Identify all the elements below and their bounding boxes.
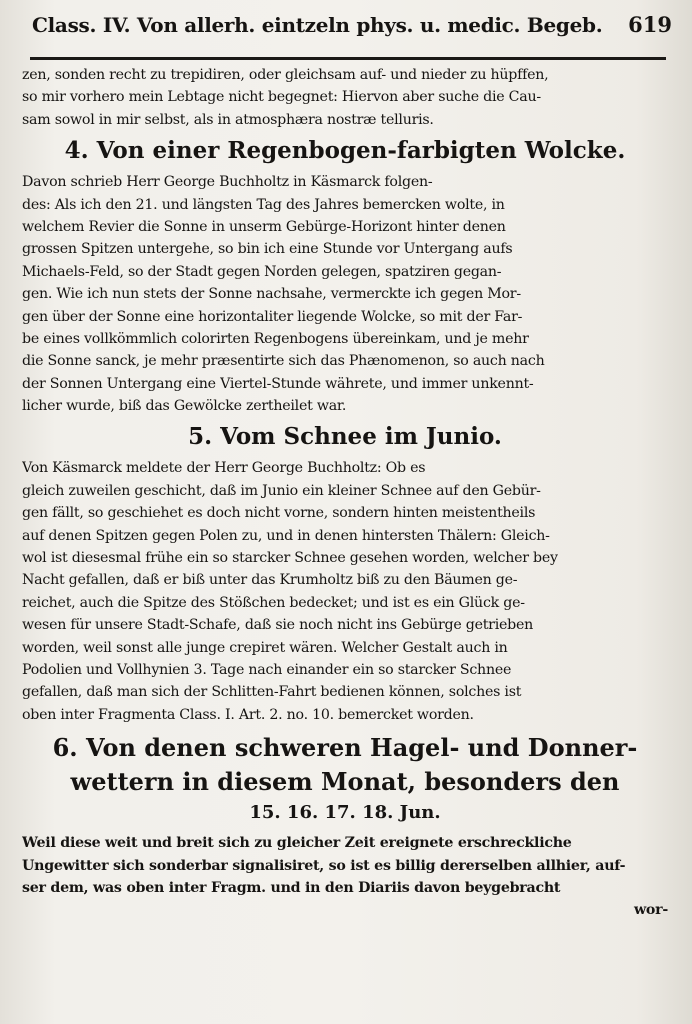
text-line: zen, sonden recht zu trepidiren, oder gleichsam auf- und nieder zu hüpffen, bbox=[22, 67, 549, 83]
text-line: worden, weil sonst alle junge crepiret wären. Welcher Gestalt auch in bbox=[22, 639, 508, 656]
header-rule bbox=[30, 57, 666, 60]
section-4-paragraph bbox=[22, 171, 668, 417]
section-heading-6-line2: wettern in diesem Monat, besonders den bbox=[70, 767, 620, 797]
text-line: gefallen, daß man sich der Schlitten-Fahrt bedienen können, solches ist bbox=[22, 684, 522, 701]
text-line: gleich zuweilen geschicht, daß im Junio ein kleiner Schnee auf den Gebür- bbox=[22, 482, 541, 499]
page-body bbox=[22, 64, 668, 922]
text-line: Von Käsmarck meldete der Herr George Buchholtz: Ob es bbox=[22, 460, 426, 477]
section-heading-6-line1: 6. Von denen schweren Hagel- und Donner- bbox=[52, 733, 638, 763]
text-line: auf denen Spitzen gegen Polen zu, und in denen hintersten Thälern: Gleich- bbox=[22, 527, 550, 544]
text-line: gen fällt, so geschiehet es doch nicht vorne, sondern hinten meistentheils bbox=[22, 505, 536, 522]
section-heading-4: 4. Von einer Regenbogen-farbigten Wolcke. bbox=[64, 137, 626, 165]
text-line: welchem Revier die Sonne in unserm Gebürge-Horizont hinter denen bbox=[22, 218, 506, 235]
section-5-paragraph bbox=[22, 457, 668, 726]
text-line: Weil diese weit und breit sich zu gleicher Zeit ereignete erschreckliche bbox=[22, 835, 572, 852]
text-line: Ungewitter sich sonderbar signalisiret, so ist es billig dererselben allhier, auf- bbox=[22, 857, 626, 874]
text-line: Podolien und Vollhynien 3. Tage nach einander ein so starcker Schnee bbox=[22, 661, 512, 678]
section-heading-6-dates: 15. 16. 17. 18. Jun. bbox=[249, 802, 441, 824]
text-line: ser dem, was oben inter Fragm. und in den Diariis davon beygebracht bbox=[22, 879, 561, 896]
text-line: gen über der Sonne eine horizontaliter liegende Wolcke, so mit der Far- bbox=[22, 308, 523, 325]
page-number: 619 bbox=[628, 12, 672, 37]
section-heading-5: 5. Vom Schnee im Junio. bbox=[188, 423, 502, 451]
text-line: oben inter Fragmenta Class. I. Art. 2. no. 10. bemercket worden. bbox=[22, 706, 474, 723]
text-line: sam sowol in mir selbst, als in atmosphæra nostræ telluris. bbox=[22, 111, 434, 128]
text-line: licher wurde, biß das Gewölcke zertheilet war. bbox=[22, 398, 347, 415]
text-line: des: Als ich den 21. und längsten Tag des Jahres bemercken wolte, in bbox=[22, 196, 505, 213]
text-line: reichet, auch die Spitze des Stößchen bedecket; und ist es ein Glück ge- bbox=[22, 594, 525, 611]
intro-paragraph bbox=[22, 64, 668, 131]
text-line: wesen für unsere Stadt-Schafe, daß sie noch nicht ins Gebürge getrieben bbox=[22, 617, 534, 634]
text-line: be eines vollkömmlich colorirten Regenbogens übereinkam, und je mehr bbox=[22, 330, 529, 347]
text-line: wol ist diesesmal frühe ein so starcker Schnee gesehen worden, welcher bey bbox=[22, 550, 558, 567]
text-line: der Sonnen Untergang eine Viertel-Stunde währete, und immer unkennt- bbox=[22, 375, 534, 392]
running-title: Class. IV. Von allerh. eintzeln phys. u. medic. Begeb. bbox=[32, 13, 603, 37]
page-header bbox=[32, 12, 672, 52]
catchword: wor- bbox=[633, 902, 668, 919]
text-line: gen. Wie ich nun stets der Sonne nachsahe, vermerckte ich gegen Mor- bbox=[22, 286, 521, 303]
text-line: grossen Spitzen untergehe, so bin ich eine Stunde vor Untergang aufs bbox=[22, 241, 513, 258]
text-line: Davon schrieb Herr George Buchholtz in Käsmarck folgen- bbox=[22, 174, 433, 191]
text-line: die Sonne sanck, je mehr præsentirte sich das Phænomenon, so auch nach bbox=[22, 353, 545, 370]
text-line: Michaels-Feld, so der Stadt gegen Norden gelegen, spatziren gegan- bbox=[22, 263, 502, 280]
text-line: so mir vorhero mein Lebtage nicht begegnet: Hiervon aber suche die Cau- bbox=[22, 89, 541, 106]
text-line: Nacht gefallen, daß er biß unter das Krumholtz biß zu den Bäumen ge- bbox=[22, 572, 518, 589]
section-6-paragraph bbox=[22, 832, 668, 922]
